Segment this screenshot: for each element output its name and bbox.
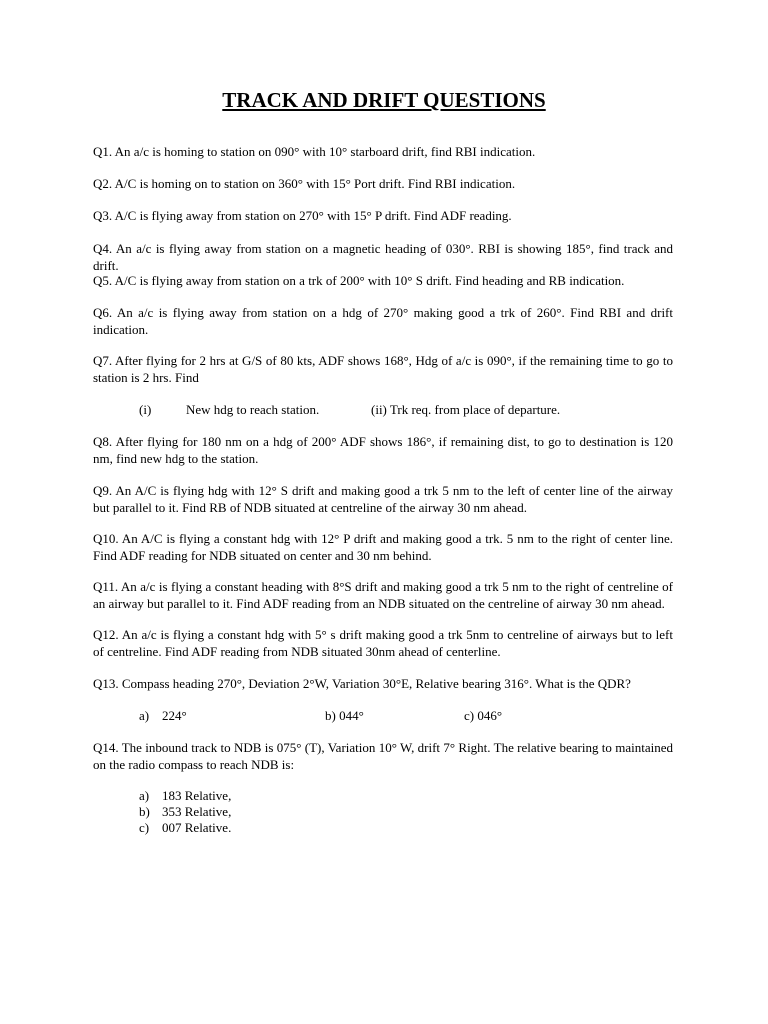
question-3: Q3. A/C is flying away from station on 270° with 15° P drift. Find ADF reading. [93,208,512,223]
question-2: Q2. A/C is homing on to station on 360° with 15° Port drift. Find RBI indication. [93,176,516,191]
question-9: Q9. An A/C is flying hdg with 12° S drift and making good a trk 5 nm to the left of center line of the airway but parallel to it. Find RB of NDB situated at centreline of the airway 30 nm ahead. [93,483,673,515]
question-1: Q1. An a/c is homing to station on 090° with 10° starboard drift, find RBI indication. [93,144,536,159]
question-11: Q11. An a/c is flying a constant heading with 8°S drift and making good a trk 5 nm to the right of centreline of an airway but parallel to it. Find ADF reading from an NDB situated on the centreline of airway 30 nm ahead. [93,579,673,611]
q13-option-a-text: 224° [162,708,187,723]
q14-option-a-marker: a) [139,788,150,803]
q14-option-b-marker: b) [139,804,150,819]
question-10: Q10. An A/C is flying a constant hdg with 12° P drift and making good a trk. 5 nm to the right of center line. Find ADF reading for NDB situated on center and 30 nm behind. [93,531,673,563]
q13-option-b: b) 044° [325,708,364,723]
q14-option-c-marker: c) [139,820,150,835]
question-8: Q8. After flying for 180 nm on a hdg of 200° ADF shows 186°, if remaining dist, to go to destination is 120 nm, find new hdg to the station. [93,434,673,466]
q7-part-i-text: New hdg to reach station. [186,402,320,417]
question-4: Q4. An a/c is flying away from station on a magnetic heading of 030°. RBI is showing 185°, find track and drift. [93,241,673,273]
q7-part-i-marker: (i) [139,402,152,417]
q13-option-a-marker: a) [139,708,150,723]
question-12: Q12. An a/c is flying a constant hdg with 5° s drift making good a trk 5nm to centreline of airways but to left of centreline. Find ADF reading from NDB situated 30nm ahead of centerline. [93,627,673,659]
q14-option-b-text: 353 Relative, [162,804,232,819]
q7-part-ii-text: (ii) Trk req. from place of departure. [371,402,561,417]
question-14: Q14. The inbound track to NDB is 075° (T), Variation 10° W, drift 7° Right. The relative bearing to maintained on the radio compass to reach NDB is: [93,740,673,772]
question-6: Q6. An a/c is flying away from station on a hdg of 270° making good a trk of 260°. Find RBI and drift indication. [93,305,673,337]
question-7: Q7. After flying for 2 hrs at G/S of 80 kts, ADF shows 168°, Hdg of a/c is 090°, if the remaining time to go to station is 2 hrs. Find [93,353,673,385]
question-5: Q5. A/C is flying away from station on a trk of 200° with 10° S drift. Find heading and RB indication. [93,273,625,288]
q14-option-c-text: 007 Relative. [162,820,232,835]
q14-option-a-text: 183 Relative, [162,788,232,803]
page-title: TRACK AND DRIFT QUESTIONS [222,88,546,112]
question-13: Q13. Compass heading 270°, Deviation 2°W, Variation 30°E, Relative bearing 316°. What is the QDR? [93,676,631,691]
q13-option-c: c) 046° [464,708,503,723]
